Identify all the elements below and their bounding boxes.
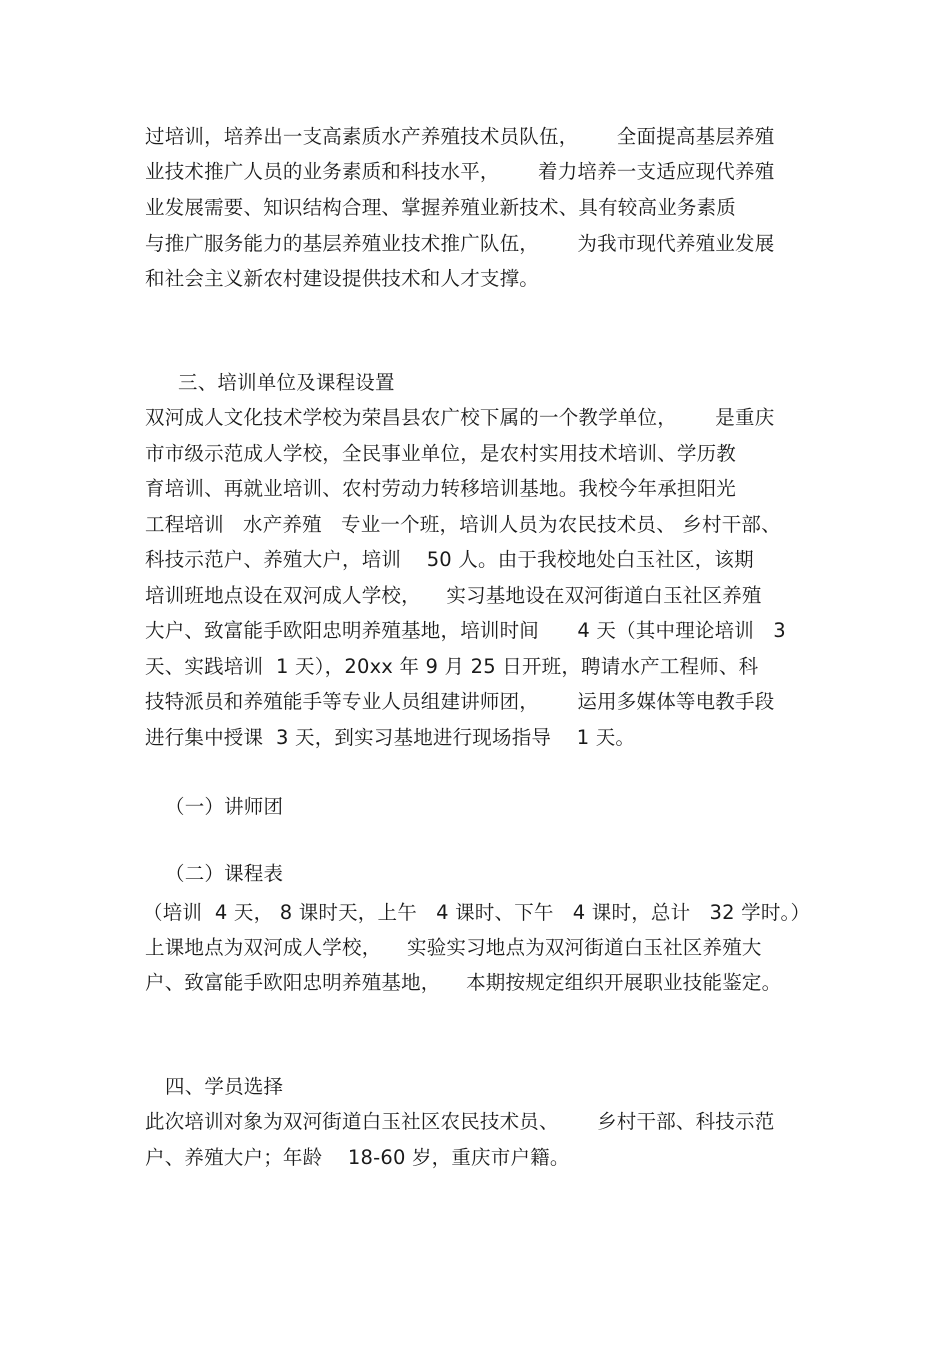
intro-line-2: 业技术推广人员的业务素质和科技水平， 着力培养一支适应现代养殖 (145, 160, 775, 183)
section3-line-7: 大户、致富能手欧阳忠明养殖基地，培训时间 4 天（其中理论培训 3 (145, 619, 786, 642)
section3-line-6: 培训班地点设在双河成人学校， 实习基地设在双河街道白玉社区养殖 (145, 584, 762, 607)
schedule-line-3: 户、致富能手欧阳忠明养殖基地， 本期按规定组织开展职业技能鉴定。 (145, 971, 782, 994)
section4-heading: 四、学员选择 (165, 1075, 284, 1098)
subheading-lecturers: （一）讲师团 (165, 795, 284, 818)
section3-line-1: 双河成人文化技术学校为荣昌县农广校下属的一个教学单位， 是重庆 (145, 406, 775, 429)
intro-line-3: 业发展需要、知识结构合理、掌握养殖业新技术、具有较高业务素质 (145, 196, 737, 219)
section3-line-10: 进行集中授课 3 天，到实习基地进行现场指导 1 天。 (145, 726, 636, 749)
section3-line-2: 市市级示范成人学校，全民事业单位，是农村实用技术培训、学历教 (145, 442, 737, 465)
schedule-line-2: 上课地点为双河成人学校， 实验实习地点为双河街道白玉社区养殖大 (145, 936, 762, 959)
section3-line-4: 工程培训 水产养殖 专业一个班，培训人员为农民技术员、 乡村干部、 (145, 513, 781, 536)
section3-heading: 三、培训单位及课程设置 (178, 371, 395, 394)
schedule-line-1: （培训 4 天， 8 课时天，上午 4 课时、下午 4 课时，总计 32 学时。） (143, 901, 811, 924)
section3-line-3: 育培训、再就业培训、农村劳动力转移培训基地。我校今年承担阳光 (145, 477, 737, 500)
intro-line-1: 过培训，培养出一支高素质水产养殖技术员队伍， 全面提高基层养殖 (145, 125, 775, 148)
intro-line-5: 和社会主义新农村建设提供技术和人才支撑。 (145, 267, 540, 290)
section3-line-5: 科技示范户、养殖大户，培训 50 人。由于我校地处白玉社区，该期 (145, 548, 754, 571)
section3-line-8: 天、实践培训 1 天），20xx 年 9 月 25 日开班，聘请水产工程师、科 (145, 655, 759, 678)
section3-line-9: 技特派员和养殖能手等专业人员组建讲师团， 运用多媒体等电教手段 (145, 690, 775, 713)
subheading-schedule: （二）课程表 (165, 862, 284, 885)
section4-line-1: 此次培训对象为双河街道白玉社区农民技术员、 乡村干部、科技示范 (145, 1110, 775, 1133)
section4-line-2: 户、养殖大户；年龄 18-60 岁，重庆市户籍。 (145, 1146, 570, 1169)
intro-line-4: 与推广服务能力的基层养殖业技术推广队伍， 为我市现代养殖业发展 (145, 232, 775, 255)
